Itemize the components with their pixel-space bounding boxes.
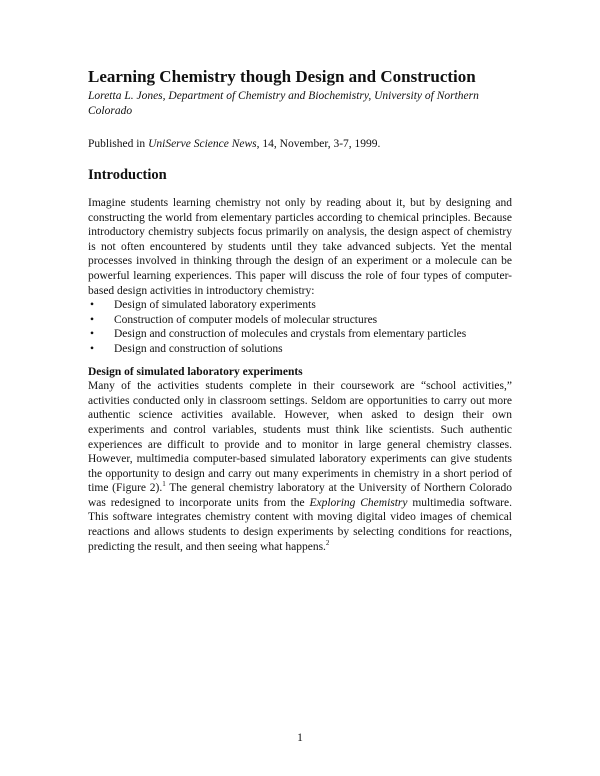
bullet-icon: • [90, 299, 95, 312]
page-number: 1 [297, 732, 303, 744]
list-item [88, 313, 512, 328]
publication-prefix: Published in [88, 138, 149, 150]
section-text-1: Many of the activities students complete in their coursework are “school activities,” activities conducted only in classroom settings. Seldom are opportunities to carry out more authentic science activities available. However, when asked to design their own experiments and control variables, students must think like scientists. Such authentic experiences are difficult to provide and to monitor in large general chemistry classes. However, multimedia computer-based simulated laboratory experiments can give students the opportunity to design and carry out many experiments in chemistry in a short period of time (Figure 2). [88, 380, 512, 495]
introduction-paragraph: Imagine students learning chemistry not only by reading about it, but by designing and constructing the world from elementary particles according to chemical principles. Because introductory chemistry subjects focus primarily on analysis, the design aspect of chemistry is not often encountered by students until they take advanced subjects. Yet the mental processes involved in thinking through the design of an experiment or a molecule can be powerful learning experiences. This paper will discuss the role of four types of computer-based design activities in introductory chemistry: [88, 197, 512, 297]
publication-suffix: , 14, November, 3-7, 1999. [256, 138, 381, 150]
software-name: Exploring Chemistry [309, 496, 408, 509]
bullet-icon: • [90, 313, 95, 326]
section-heading: Design of simulated laboratory experiments [88, 365, 303, 378]
list-item-text: Design of simulated laboratory experiments [114, 299, 316, 312]
list-item-text: Design and construction of molecules and crystals from elementary particles [114, 328, 467, 341]
journal-name: UniServe Science News [148, 138, 257, 150]
list-item-text: Construction of computer models of molecular structures [114, 313, 378, 326]
publication-info [88, 137, 512, 152]
section-paragraph [88, 379, 512, 554]
section-text-2: The general chemistry laboratory at the University of Northern Colorado was redesigned to incorporate units from the [88, 482, 513, 509]
list-item [88, 342, 512, 357]
list-item-text: Design and construction of solutions [114, 342, 283, 355]
reference-2: 2 [325, 538, 330, 547]
author-byline: Loretta L. Jones, Department of Chemistry and Biochemistry, University of Northern Colorado [88, 90, 479, 117]
reference-1: 1 [162, 480, 166, 489]
bullet-icon: • [90, 328, 95, 341]
section-text-3: multimedia software. This software integrates chemistry content with moving digital video images of chemical reactions and allows students to design experiments by selecting conditions for reactions, predicting the result, and then seeing what happens. [88, 496, 512, 553]
paper-title: Learning Chemistry though Design and Construction [88, 67, 476, 86]
document-page [88, 66, 512, 554]
list-item [88, 327, 512, 342]
design-activities-list [88, 298, 512, 356]
bullet-icon: • [90, 342, 95, 355]
introduction-heading: Introduction [88, 167, 167, 183]
list-item [88, 298, 512, 313]
